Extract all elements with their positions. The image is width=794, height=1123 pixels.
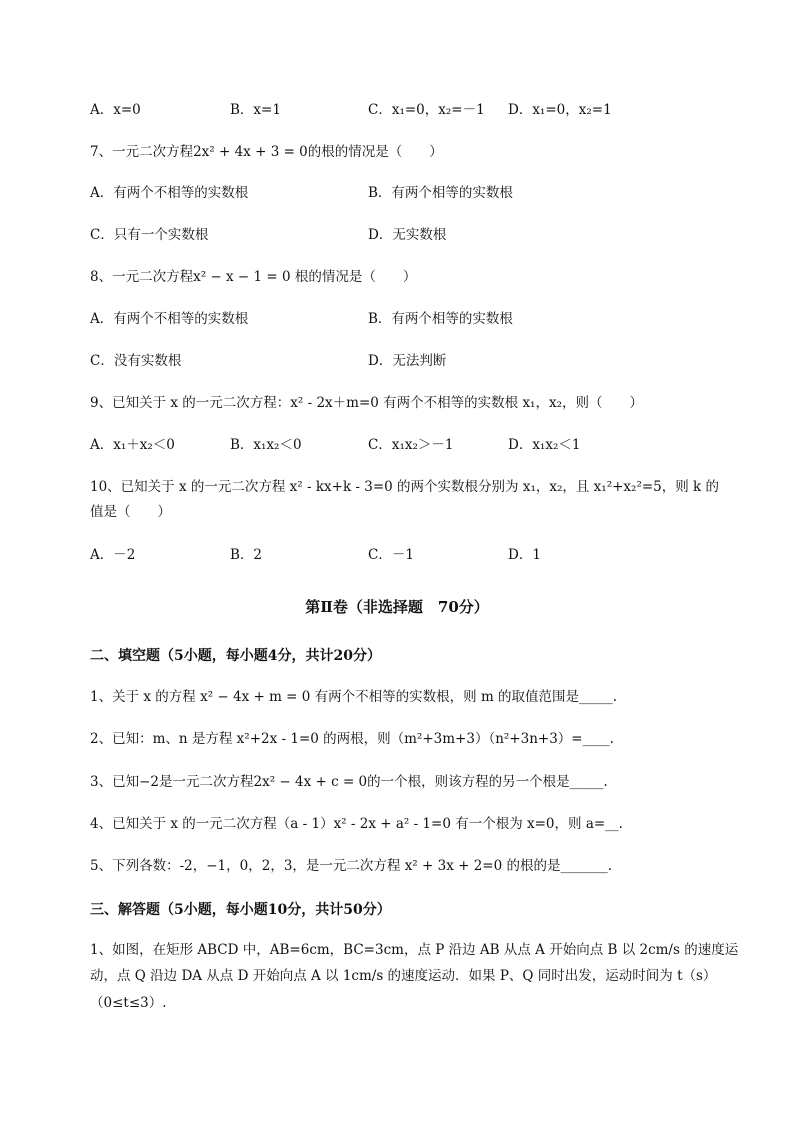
q10-option-b: B．2: [230, 547, 263, 563]
q10-option-c: C．－1: [368, 547, 414, 563]
q7-stem: 7、一元二次方程2x² + 4x + 3 = 0的根的情况是（ ）: [90, 144, 443, 160]
q10-stem-line1: 10、已知关于 x 的一元二次方程 x² - kx+k - 3=0 的两个实数根分别为 x₁，x₂，且 x₁²+x₂²=5，则 k 的: [90, 479, 720, 495]
q7-option-c: C．只有一个实数根: [90, 227, 209, 243]
q9-option-d: D．x₁x₂＜1: [508, 437, 581, 453]
q9-option-a: A．x₁＋x₂＜0: [90, 437, 175, 453]
q9-stem: 9、已知关于 x 的一元二次方程：x² - 2x＋m=0 有两个不相等的实数根 x₁，x₂，则（ ）: [90, 395, 643, 411]
q9-option-c: C．x₁x₂＞－1: [368, 437, 454, 453]
solve-section-heading: 三、解答题（5小题，每小题10分，共计50分）: [90, 902, 391, 918]
q7-option-d: D．无实数根: [368, 227, 447, 243]
fill-item-1: 1、关于 x 的方程 x² − 4x + m = 0 有两个不相等的实数根，则 m 的取值范围是_____.: [90, 689, 618, 705]
fill-item-2: 2、已知：m、n 是方程 x²+2x - 1=0 的两根，则（m²+3m+3）（n²+3n+3）=____.: [90, 731, 614, 747]
fill-section-heading: 二、填空题（5小题，每小题4分，共计20分）: [90, 648, 381, 664]
q10-stem-line2: 值是（ ）: [90, 504, 171, 520]
q8-option-b: B．有两个相等的实数根: [368, 311, 513, 327]
fill-item-5: 5、下列各数：-2，−1，0，2，3，是一元二次方程 x² + 3x + 2=0 的根的是_______.: [90, 858, 613, 874]
solve-q1-line2: 动，点 Q 沿边 DA 从点 D 开始向点 A 以 1cm/s 的速度运动．如果 P、Q 同时出发，运动时间为 t（s）: [90, 968, 717, 984]
q6-option-c: C．x₁=0，x₂=－1: [368, 102, 485, 118]
q8-option-a: A．有两个不相等的实数根: [90, 311, 249, 327]
q7-option-a: A．有两个不相等的实数根: [90, 185, 249, 201]
q7-option-b: B．有两个相等的实数根: [368, 185, 513, 201]
q8-option-d: D．无法判断: [368, 353, 447, 369]
q6-option-d: D．x₁=0，x₂=1: [508, 102, 612, 118]
fill-item-4: 4、已知关于 x 的一元二次方程（a - 1）x² - 2x + a² - 1=0 有一个根为 x=0，则 a=__.: [90, 816, 623, 832]
q6-option-a: A．x=0: [90, 102, 141, 118]
solve-q1-line3: （0≤t≤3）.: [90, 995, 167, 1011]
fill-item-3: 3、已知−2是一元二次方程2x² − 4x + c = 0的一个根，则该方程的另一个根是_____.: [90, 774, 608, 790]
q10-option-d: D．1: [508, 547, 541, 563]
solve-q1-line1: 1、如图，在矩形 ABCD 中，AB=6cm，BC=3cm，点 P 沿边 AB 从点 A 开始向点 B 以 2cm/s 的速度运: [90, 942, 739, 958]
q6-option-b: B．x=1: [230, 102, 281, 118]
q8-stem: 8、一元二次方程x² − x − 1 = 0 根的情况是（ ）: [90, 269, 417, 285]
q10-option-a: A．－2: [90, 547, 136, 563]
q8-option-c: C．没有实数根: [90, 353, 182, 369]
part2-title: 第Ⅱ卷（非选择题 70分）: [305, 598, 489, 616]
q9-option-b: B．x₁x₂＜0: [230, 437, 302, 453]
